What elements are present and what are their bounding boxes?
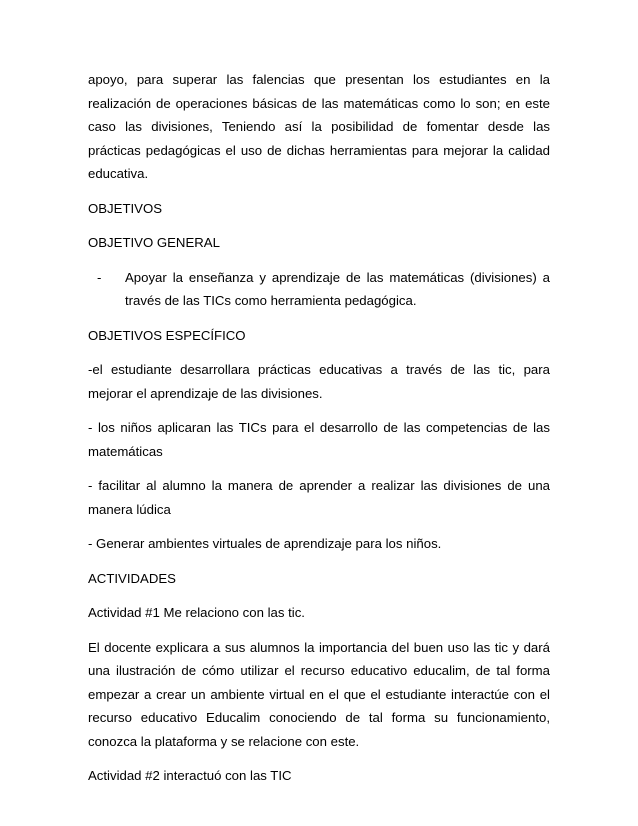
specific-objective-4: - Generar ambientes virtuales de aprendizaje para los niños. bbox=[88, 536, 442, 551]
activity-1-title: Actividad #1 Me relaciono con las tic. bbox=[88, 605, 305, 620]
heading-objetivos-especificos: OBJETIVOS ESPECÍFICO bbox=[88, 327, 246, 343]
specific-objective-2: - los niños aplicaran las TICs para el desarrollo de las competencias de las matemáticas bbox=[88, 420, 550, 459]
intro-paragraph: apoyo, para superar las falencias que presentan los estudiantes en la realización de operaciones básicas de las matemáticas como lo son; en este caso las divisiones, Teniendo así la posibilidad de fomentar desde las prácticas pedagógicas el uso de dichas herramientas para mejorar la calidad educativa. bbox=[88, 72, 550, 181]
heading-objetivo-general: OBJETIVO GENERAL bbox=[88, 235, 220, 250]
heading-actividades: ACTIVIDADES bbox=[88, 570, 176, 586]
general-objective-text: Apoyar la enseñanza y aprendizaje de las matemáticas (divisiones) a través de las TICs como herramienta pedagógica. bbox=[125, 269, 550, 308]
specific-objective-1: -el estudiante desarrollara prácticas educativas a través de las tic, para mejorar el aprendizaje de las divisiones. bbox=[88, 362, 550, 401]
heading-objetivos: OBJETIVOS bbox=[88, 200, 163, 216]
document-page bbox=[88, 68, 550, 788]
activity-2-title: Actividad #2 interactuó con las TIC bbox=[88, 768, 292, 783]
specific-objective-3: - facilitar al alumno la manera de aprender a realizar las divisiones de una manera lúdica bbox=[88, 478, 550, 517]
activity-1-text: El docente explicara a sus alumnos la importancia del buen uso las tic y dará una ilustración de cómo utilizar el recurso educativo educalim, de tal forma empezar a crear un ambiente virtual en el que el estudiante interactúe con el recurso educativo Educalim conociendo de tal forma su funcionamiento, conozca la plataforma y se relacione con este. bbox=[88, 639, 550, 749]
general-objective-item bbox=[88, 266, 550, 313]
bullet-dash: - bbox=[97, 269, 102, 285]
